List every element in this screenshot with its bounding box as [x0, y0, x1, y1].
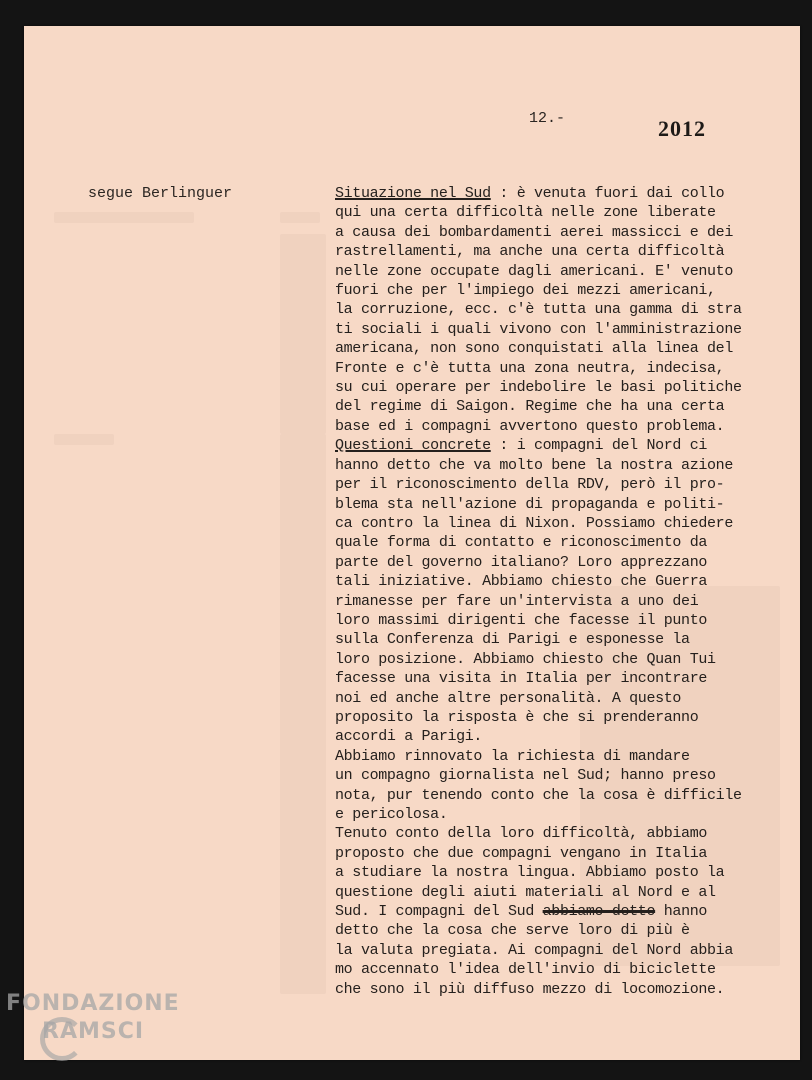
text-segment: hanno — [655, 903, 708, 921]
text-line — [335, 281, 795, 300]
fondazione-gramsci-watermark — [6, 993, 180, 1043]
text-line — [335, 824, 795, 843]
text-segment: Sud. I compagni del Sud — [335, 903, 543, 921]
text-line — [335, 456, 795, 475]
text-segment: ti sociali i quali vivono con l'amministrazione — [335, 320, 742, 338]
text-line — [335, 630, 795, 649]
text-segment: Abbiamo rinnovato la richiesta di mandare — [335, 747, 690, 765]
text-segment: nelle zone occupate dagli americani. E' venuto — [335, 262, 733, 280]
text-segment: mo accennato l'idea dell'invio di biciclette — [335, 961, 716, 979]
body-text — [335, 184, 795, 999]
text-segment: americana, non sono conquistati alla linea del — [335, 340, 733, 358]
text-segment: : i compagni del Nord ci — [490, 437, 708, 455]
text-segment: a causa dei bombardamenti aerei massicci e dei — [335, 223, 733, 241]
text-segment: hanno detto che va molto bene la nostra azione — [335, 456, 733, 474]
text-line — [335, 223, 795, 242]
text-line — [335, 184, 795, 203]
text-line — [335, 397, 795, 416]
text-line — [335, 611, 795, 630]
text-line — [335, 533, 795, 552]
text-segment: noi ed anche altre personalità. A questo — [335, 689, 682, 707]
text-segment: ca contro la linea di Nixon. Possiamo chiedere — [335, 514, 733, 532]
text-line — [335, 417, 795, 436]
text-segment: qui una certa difficoltà nelle zone liberate — [335, 204, 716, 222]
text-segment: a studiare la nostra lingua. Abbiamo posto la — [335, 864, 725, 882]
text-segment: blema sta nell'azione di propaganda e politi- — [335, 495, 725, 513]
text-segment: detto che la cosa che serve loro di più è — [335, 922, 690, 940]
text-segment: loro massimi dirigenti che facesse il punto — [335, 611, 708, 629]
text-segment: : è venuta fuori dai collo — [490, 185, 725, 202]
text-line — [335, 844, 795, 863]
text-segment: la corruzione, ecc. c'è tutta una gamma di stra — [335, 301, 742, 319]
text-line — [335, 708, 795, 727]
text-segment: proposito la risposta è che si prenderanno — [335, 708, 699, 726]
text-line — [335, 339, 795, 358]
text-line — [335, 960, 795, 979]
text-segment: Fronte e c'è tutta una zona neutra, indecisa, — [335, 359, 725, 377]
text-segment: facesse una visita in Italia per incontrare — [335, 670, 708, 688]
watermark-line-2: RAMSCI — [42, 1019, 145, 1044]
text-segment: sulla Conferenza di Parigi e esponesse la — [335, 631, 690, 649]
text-line — [335, 941, 795, 960]
text-line — [335, 320, 795, 339]
text-line — [335, 863, 795, 882]
text-line — [335, 669, 795, 688]
text-line — [335, 572, 795, 591]
document-page — [24, 26, 800, 1060]
text-line — [335, 902, 795, 921]
page-number: 12.- — [529, 110, 566, 127]
text-segment: loro posizione. Abbiamo chiesto che Quan Tui — [335, 650, 716, 668]
watermark-g-logo-icon — [40, 1017, 84, 1061]
text-line — [335, 359, 795, 378]
text-segment: proposto che due compagni vengano in Italia — [335, 844, 708, 862]
text-segment: base ed i compagni avvertono questo problema. — [335, 417, 725, 435]
text-segment: nota, pur tenendo conto che la cosa è difficile — [335, 786, 742, 804]
text-segment: un compagno giornalista nel Sud; hanno preso — [335, 767, 716, 785]
text-segment: accordi a Parigi. — [335, 728, 483, 746]
text-line — [335, 747, 795, 766]
text-segment: la valuta pregiata. Ai compagni del Nord abbia — [335, 941, 733, 959]
text-segment: del regime di Saigon. Regime che ha una certa — [335, 398, 725, 416]
text-line — [335, 650, 795, 669]
text-line — [335, 514, 795, 533]
text-line — [335, 436, 795, 455]
text-line — [335, 592, 795, 611]
text-line — [335, 980, 795, 999]
text-line — [335, 766, 795, 785]
text-segment: quale forma di contatto e riconoscimento da — [335, 534, 708, 552]
section-heading: Situazione nel Sud — [335, 185, 491, 202]
text-line — [335, 805, 795, 824]
speaker-label: segue Berlinguer — [88, 185, 233, 202]
section-heading: Questioni concrete — [335, 437, 491, 455]
text-line — [335, 786, 795, 805]
text-segment: questione degli aiuti materiali al Nord e al — [335, 883, 716, 901]
text-line — [335, 553, 795, 572]
text-line — [335, 203, 795, 222]
text-segment: e pericolosa. — [335, 806, 448, 823]
text-segment: rastrellamenti, ma anche una certa difficoltà — [335, 243, 725, 261]
text-line — [335, 378, 795, 397]
text-segment: su cui operare per indebolire le basi politiche — [335, 379, 742, 397]
text-segment: che sono il più diffuso mezzo di locomozione. — [335, 980, 725, 998]
text-line — [335, 262, 795, 281]
struck-out-text: abbiamo detto — [542, 903, 656, 921]
text-line — [335, 727, 795, 746]
text-line — [335, 495, 795, 514]
archive-number: 2012 — [658, 116, 706, 141]
text-segment: fuori che per l'impiego dei mezzi americani, — [335, 282, 716, 300]
text-line — [335, 300, 795, 319]
text-line — [335, 475, 795, 494]
text-segment: Tenuto conto della loro difficoltà, abbiamo — [335, 825, 708, 843]
text-segment: per il riconoscimento della RDV, però il pro- — [335, 476, 725, 494]
text-line — [335, 689, 795, 708]
text-segment: rimanesse per fare un'intervista a uno dei — [335, 592, 699, 610]
text-segment: parte del governo italiano? Loro apprezzano — [335, 553, 708, 571]
text-line — [335, 242, 795, 261]
text-line — [335, 921, 795, 940]
text-segment: tali iniziative. Abbiamo chiesto che Guerra — [335, 573, 708, 591]
text-line — [335, 883, 795, 902]
watermark-line-1: FONDAZIONE — [6, 991, 180, 1016]
